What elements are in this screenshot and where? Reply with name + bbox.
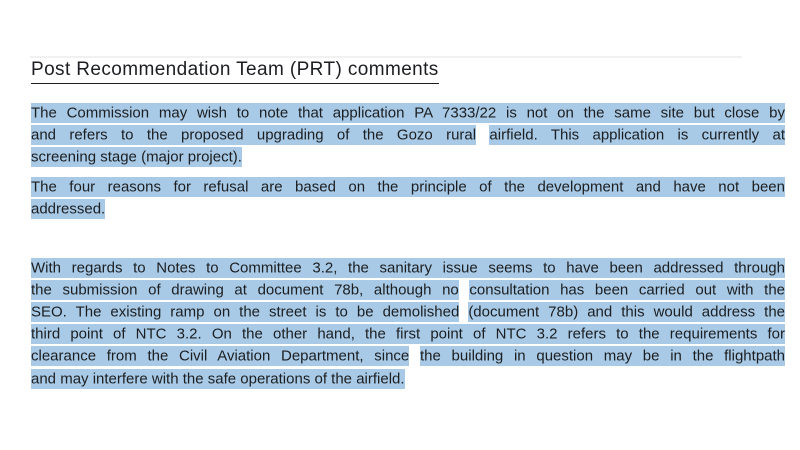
paragraph: [31, 257, 785, 390]
selected-text-run: SEO. The existing ramp on the street is to be demolished: [31, 303, 460, 321]
text-line: [31, 324, 785, 346]
text-line: [31, 279, 785, 301]
text-line: [31, 176, 785, 198]
selected-text-run: (document 78b) and this would address the: [468, 303, 786, 321]
document-title-text: Post Recommendation Team (PRT) comments: [31, 58, 439, 84]
selected-text-run: third point of NTC 3.2. On the other hand, the first point of NTC 3.2 refers to the requirements for: [31, 325, 785, 343]
text-line: [31, 124, 785, 146]
text-line: [31, 102, 785, 124]
text-line: [31, 368, 785, 390]
selected-text-run: addressed.: [31, 200, 106, 218]
selected-text-run: clearance from the Civil Aviation Department, since: [31, 347, 410, 365]
selected-text-run: With regards to Notes to Committee 3.2, the sanitary issue seems to have been addressed through: [31, 259, 785, 276]
text-line: [31, 301, 785, 323]
text-line: [31, 257, 785, 279]
selected-text-run: consultation has been carried out with the: [469, 281, 786, 299]
selected-text-run: the submission of drawing at document 78b, although no: [31, 281, 459, 299]
document-title: [31, 58, 439, 84]
selected-text-run: screening stage (major project).: [31, 148, 242, 166]
selected-text-run: airfield. This application is currently at: [489, 126, 786, 144]
text-line: [31, 198, 785, 220]
selected-text-run: and refers to the proposed upgrading of the Gozo rural: [31, 126, 477, 144]
selected-text-run: and may interfere with the safe operations of the airfield.: [31, 370, 405, 388]
selected-text-run: The Commission may wish to note that application PA 7333/22 is not on the same site but close by: [31, 104, 785, 121]
selected-text-run: The four reasons for refusal are based on the principle of the development and have not been: [31, 178, 785, 195]
paragraph: [31, 102, 785, 169]
text-line: [31, 146, 785, 168]
selected-text-run: the building in question may be in the flightpath: [420, 347, 786, 365]
paragraph: [31, 176, 785, 220]
text-line: [31, 346, 785, 368]
